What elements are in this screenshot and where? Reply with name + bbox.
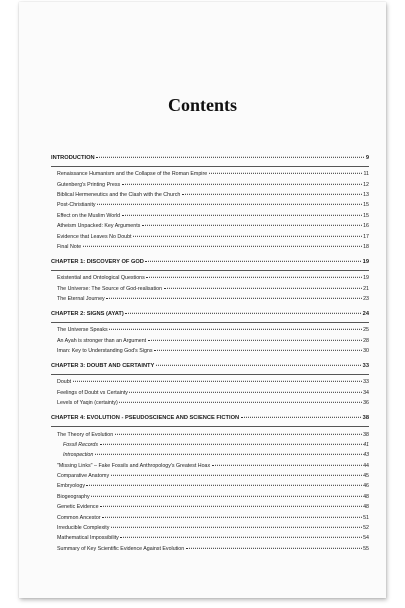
- toc-entry-title: Common Ancestor: [57, 514, 101, 521]
- toc-entry-title: The Universe: The Source of God-realisation: [57, 285, 163, 292]
- toc-page-number: 25: [363, 327, 369, 334]
- dot-leader: [100, 506, 362, 507]
- toc-entry-title: Renaissance Humanism and the Collapse of the Roman Empire: [57, 171, 208, 178]
- toc-entry-title: An Ayah is stronger than an Argument: [57, 337, 147, 344]
- dot-leader: [86, 485, 361, 486]
- toc-page-number: 15: [363, 202, 369, 209]
- toc-page-number: 51: [363, 514, 369, 521]
- toc-page-number: 43: [363, 452, 369, 459]
- dot-leader: [142, 225, 362, 226]
- dot-leader: [133, 235, 362, 236]
- toc-entry-title: Biblical Hermeneutics and the Clash with the Church: [57, 192, 181, 199]
- toc-chapter-entry: [51, 412, 369, 427]
- toc-section-entry: [51, 440, 369, 450]
- toc-page-number: 36: [363, 400, 369, 407]
- toc-page-number: 19: [363, 275, 369, 282]
- dot-leader: [111, 527, 362, 528]
- toc-page-number: 44: [363, 462, 369, 469]
- toc-section-entry: [51, 513, 369, 523]
- dot-leader: [115, 433, 362, 434]
- toc-page-number: 48: [363, 504, 369, 511]
- toc-section-entry: [51, 481, 369, 491]
- dot-leader: [164, 288, 362, 289]
- dot-leader: [129, 392, 361, 393]
- toc-entry-title: Evidence that Leaves No Doubt: [57, 233, 132, 240]
- toc-page-number: 46: [363, 483, 369, 490]
- toc-section-entry: [51, 336, 369, 346]
- dot-leader: [106, 298, 361, 299]
- toc-section-entry: [51, 492, 369, 502]
- toc-section-entry: [51, 450, 369, 460]
- dot-leader: [145, 261, 361, 262]
- toc-section-entry: [51, 533, 369, 543]
- toc-entry-title: CHAPTER 3: DOUBT AND CERTAINTY: [51, 363, 155, 370]
- dot-leader: [186, 548, 362, 549]
- book-page: [19, 2, 386, 598]
- toc-section-entry: [51, 430, 369, 440]
- dot-leader: [100, 444, 362, 445]
- toc-section-entry: [51, 502, 369, 512]
- toc-page-number: 48: [363, 493, 369, 500]
- toc-entry-title: Post-Christianity: [57, 202, 96, 209]
- dot-leader: [146, 277, 361, 278]
- toc-page-number: 13: [363, 192, 369, 199]
- toc-page-number: 34: [363, 389, 369, 396]
- toc-entry-title: Feelings of Doubt vs Certainty: [57, 389, 128, 396]
- dot-leader: [109, 329, 361, 330]
- toc-page-number: 11: [363, 171, 369, 178]
- toc-page-number: 52: [363, 525, 369, 532]
- toc-section-entry: [51, 273, 369, 283]
- toc-entry-title: Genetic Evidence: [57, 504, 99, 511]
- toc-entry-title: Gutenberg's Printing Press: [57, 181, 121, 188]
- dot-leader: [122, 183, 362, 184]
- toc-section-entry: [51, 180, 369, 190]
- toc-page-number: 21: [363, 285, 369, 292]
- toc-entry-title: Doubt: [57, 379, 72, 386]
- table-of-contents: [51, 152, 369, 554]
- toc-page-number: 38: [363, 431, 369, 438]
- toc-entry-title: Biogeography: [57, 493, 90, 500]
- dot-leader: [119, 402, 361, 403]
- toc-section-entry: [51, 523, 369, 533]
- toc-page-number: 45: [363, 473, 369, 480]
- toc-page-number: 16: [363, 223, 369, 230]
- dot-leader: [125, 313, 361, 314]
- toc-entry-title: "Missing Links" – Fake Fossils and Anthropology's Greatest Hoax: [57, 462, 211, 469]
- toc-section-entry: [51, 294, 369, 304]
- toc-chapter-entry: [51, 152, 369, 167]
- toc-entry-title: Fossil Records: [63, 441, 99, 448]
- toc-section-entry: [51, 242, 369, 252]
- toc-entry-title: The Eternal Journey: [57, 296, 105, 303]
- toc-entry-title: Irreducible Complexity: [57, 525, 110, 532]
- toc-entry-title: Final Note: [57, 244, 82, 251]
- dot-leader: [111, 475, 362, 476]
- dot-leader: [209, 173, 362, 174]
- toc-section-entry: [51, 398, 369, 408]
- dot-leader: [91, 496, 361, 497]
- toc-entry-title: Levels of Yaqin (certainty): [57, 400, 118, 407]
- toc-chapter-entry: [51, 308, 369, 323]
- toc-entry-title: The Universe Speaks: [57, 327, 108, 334]
- toc-section-entry: [51, 221, 369, 231]
- toc-chapter-entry: [51, 360, 369, 375]
- toc-section-entry: [51, 200, 369, 210]
- toc-entry-title: The Theory of Evolution: [57, 431, 114, 438]
- toc-page-number: 15: [363, 212, 369, 219]
- toc-page-number: 28: [363, 337, 369, 344]
- dot-leader: [122, 215, 362, 216]
- dot-leader: [120, 537, 361, 538]
- toc-entry-title: Existential and Ontological Questions: [57, 275, 145, 282]
- toc-page-number: 9: [365, 155, 369, 161]
- toc-section-entry: [51, 471, 369, 481]
- toc-chapter-entry: [51, 256, 369, 271]
- toc-entry-title: Mathematical Impossibility: [57, 535, 119, 542]
- toc-entry-title: Iman: Key to Understanding God's Signs: [57, 348, 153, 355]
- page-title: Contents: [167, 95, 237, 115]
- toc-entry-title: Embryology: [57, 483, 85, 490]
- toc-page-number: 30: [363, 348, 369, 355]
- toc-page-number: 18: [363, 244, 369, 251]
- toc-page-number: 19: [362, 259, 369, 266]
- dot-leader: [95, 454, 362, 455]
- toc-section-entry: [51, 346, 369, 356]
- toc-section-entry: [51, 544, 369, 554]
- toc-section-entry: [51, 284, 369, 294]
- toc-page-number: 33: [362, 363, 369, 370]
- toc-entry-title: Summary of Key Scientific Evidence Against Evolution: [57, 545, 185, 552]
- toc-page-number: 55: [363, 545, 369, 552]
- toc-page-number: 12: [363, 181, 369, 188]
- dot-leader: [241, 417, 362, 418]
- dot-leader: [154, 350, 362, 351]
- toc-entry-title: Atheism Unpacked: Key Arguments: [57, 223, 141, 230]
- dot-leader: [148, 340, 362, 341]
- toc-page-number: 33: [363, 379, 369, 386]
- dot-leader: [212, 464, 362, 465]
- toc-section-entry: [51, 232, 369, 242]
- toc-section-entry: [51, 325, 369, 335]
- toc-page-number: 38: [362, 415, 369, 422]
- toc-entry-title: CHAPTER 2: SIGNS (AYAT): [51, 311, 124, 318]
- toc-section-entry: [51, 461, 369, 471]
- toc-entry-title: Introspection: [63, 452, 94, 459]
- toc-entry-title: INTRODUCTION: [51, 155, 95, 161]
- toc-entry-title: Effect on the Muslim World: [57, 212, 121, 219]
- toc-section-entry: [51, 190, 369, 200]
- toc-page-number: 17: [363, 233, 369, 240]
- toc-page-number: 23: [363, 296, 369, 303]
- toc-section-entry: [51, 388, 369, 398]
- toc-page-number: 24: [362, 311, 369, 318]
- dot-leader: [83, 246, 362, 247]
- dot-leader: [182, 194, 362, 195]
- dot-leader: [156, 365, 361, 366]
- toc-section-entry: [51, 169, 369, 179]
- toc-section-entry: [51, 211, 369, 221]
- toc-section-entry: [51, 377, 369, 387]
- dot-leader: [96, 157, 364, 158]
- toc-entry-title: Comparative Anatomy: [57, 473, 110, 480]
- dot-leader: [102, 516, 362, 517]
- toc-page-number: 41: [363, 441, 369, 448]
- dot-leader: [73, 381, 362, 382]
- dot-leader: [97, 204, 362, 205]
- toc-entry-title: CHAPTER 4: EVOLUTION - PSEUDOSCIENCE AND SCIENCE FICTION: [51, 415, 240, 422]
- toc-page-number: 54: [363, 535, 369, 542]
- toc-entry-title: CHAPTER 1: DISCOVERY OF GOD: [51, 259, 144, 266]
